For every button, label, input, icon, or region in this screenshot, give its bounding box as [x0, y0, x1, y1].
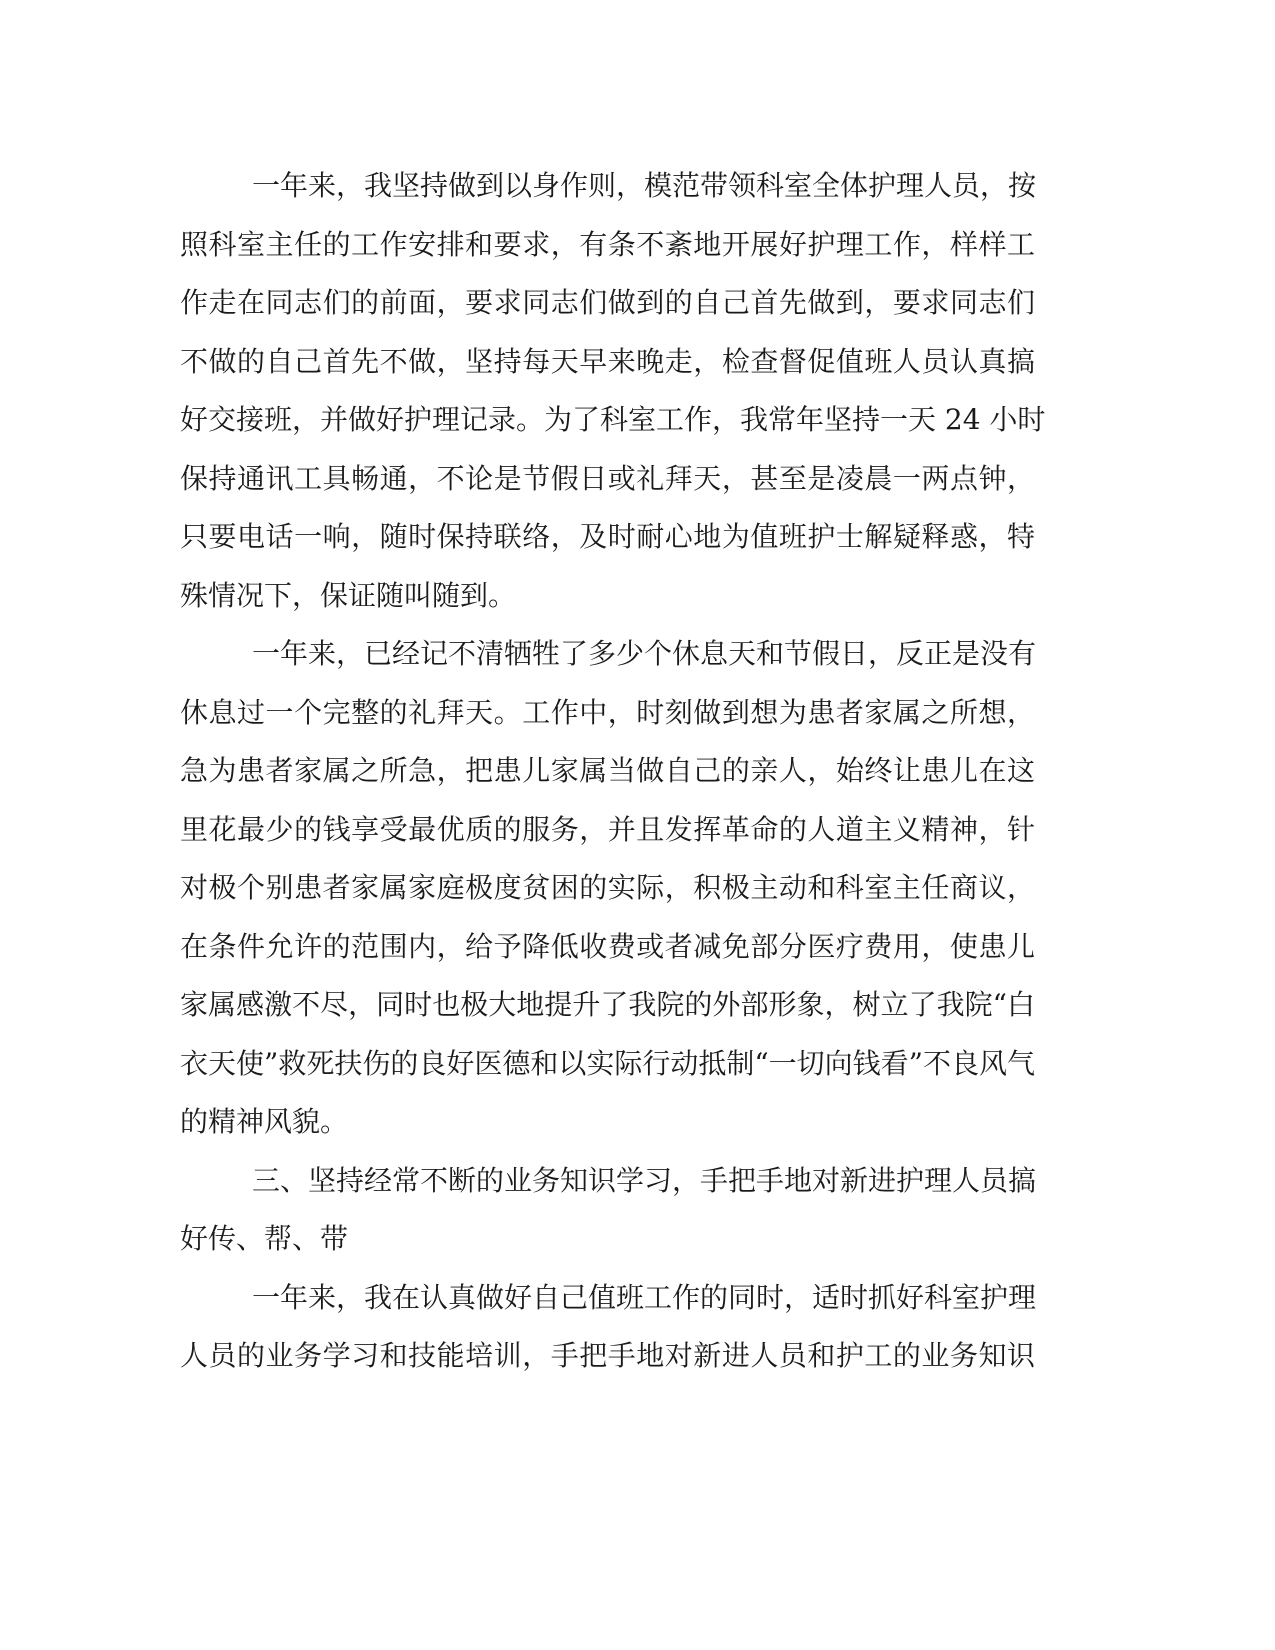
paragraph-4 — [180, 1269, 1035, 1386]
text-line: 不做的自己首先不做，坚持每天早来晚走，检查督促值班人员认真搞 — [180, 344, 1035, 378]
text-line: 作走在同志们的前面，要求同志们做到的自己首先做到，要求同志们 — [180, 286, 1035, 319]
text-line: 好传、帮、带 — [180, 1222, 349, 1255]
text-line: 好交接班，并做好护理记录。为了科室工作，我常年坚持一天 24 小时 — [180, 403, 1046, 436]
text-line: 休息过一个完整的礼拜天。工作中，时刻做到想为患者家属之所想， — [180, 695, 1035, 729]
text-line: 的精神风貌。 — [180, 1105, 349, 1138]
text-line: 保持通讯工具畅通，不论是节假日或礼拜天，甚至是凌晨一两点钟， — [180, 461, 1035, 495]
text-line: 殊情况下，保证随叫随到。 — [180, 578, 517, 612]
paragraph-1 — [180, 157, 1046, 625]
document-body — [180, 157, 1046, 1386]
text-line: 一年来，我在认真做好自己值班工作的同时，适时抓好科室护理 — [252, 1280, 1037, 1314]
text-line: 人员的业务学习和技能培训，手把手地对新进人员和护工的业务知识 — [180, 1339, 1035, 1372]
text-line: 家属感激不尽，同时也极大地提升了我院的外部形象，树立了我院“白 — [180, 988, 1035, 1021]
text-line: 一年来，我坚持做到以身作则，模范带领科室全体护理人员，按 — [252, 169, 1037, 202]
text-line: 急为患者家属之所急，把患儿家属当做自己的亲人，始终让患儿在这 — [180, 754, 1035, 787]
section-heading-3 — [180, 1152, 1035, 1269]
paragraph-2 — [180, 625, 1035, 1152]
text-line: 对极个别患者家属家庭极度贫困的实际，积极主动和科室主任商议， — [180, 871, 1035, 904]
text-line: 三、坚持经常不断的业务知识学习，手把手地对新进护理人员搞 — [252, 1163, 1037, 1197]
text-line: 一年来，已经记不清牺牲了多少个休息天和节假日，反正是没有 — [252, 637, 1037, 670]
text-line: 在条件允许的范围内，给予降低收费或者减免部分医疗费用，使患儿 — [180, 929, 1035, 963]
text-line: 只要电话一响，随时保持联络，及时耐心地为值班护士解疑释惑，特 — [180, 520, 1035, 553]
text-line: 衣天使”救死扶伤的良好医德和以实际行动抵制“一切向钱看”不良风气 — [180, 1046, 1035, 1080]
text-line: 里花最少的钱享受最优质的服务，并且发挥革命的人道主义精神，针 — [180, 812, 1035, 846]
text-line: 照科室主任的工作安排和要求，有条不紊地开展好护理工作，样样工 — [180, 227, 1035, 261]
